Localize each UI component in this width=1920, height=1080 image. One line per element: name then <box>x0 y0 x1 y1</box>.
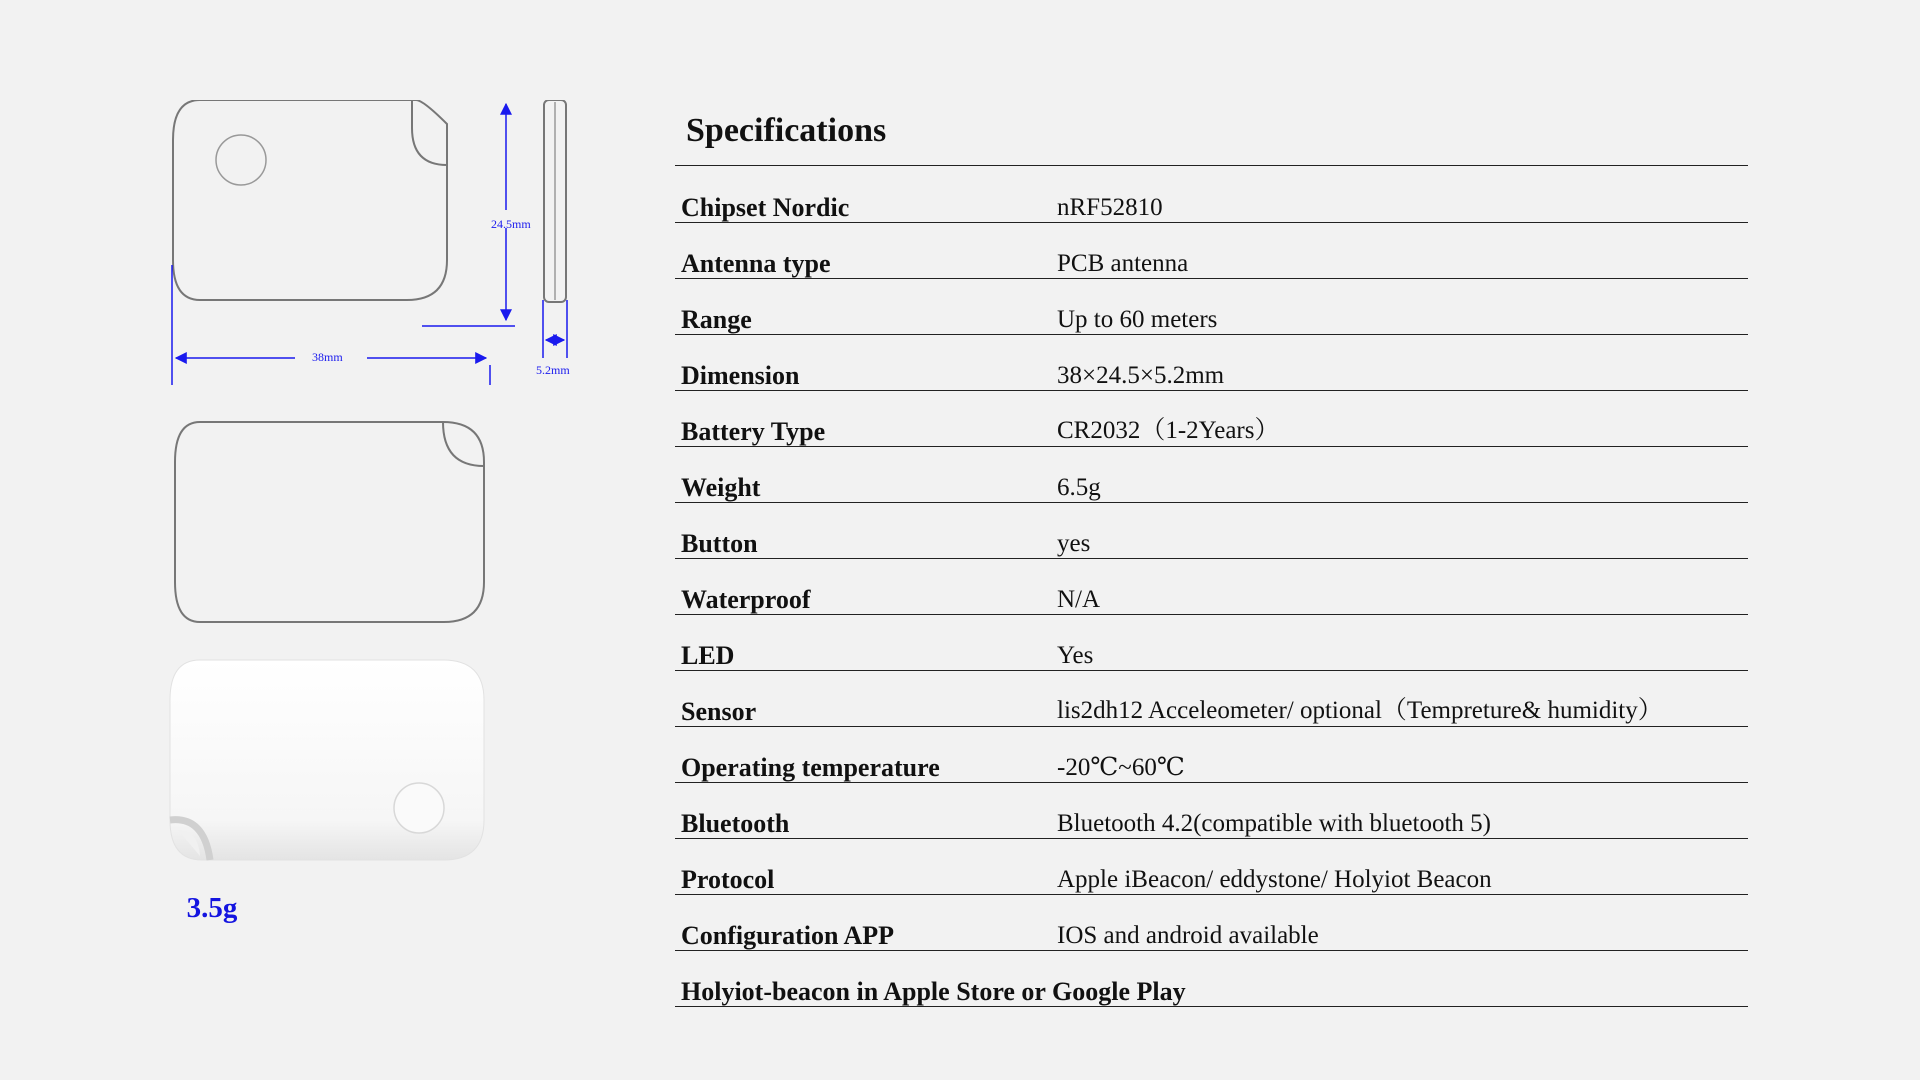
spec-row <box>675 391 1748 447</box>
spec-value: Apple iBeacon/ eddystone/ Holyiot Beacon <box>1057 866 1492 893</box>
specifications-table <box>675 105 1748 1007</box>
dimension-drawing <box>160 100 600 950</box>
spec-row <box>675 335 1748 391</box>
top-view <box>172 100 515 385</box>
spec-row <box>675 727 1748 783</box>
spec-label: Sensor <box>681 697 757 726</box>
spec-label: Waterproof <box>681 585 811 614</box>
spec-value: yes <box>1057 530 1091 557</box>
spec-row <box>675 895 1748 951</box>
side-view <box>543 100 567 358</box>
height-dimension-label: 24.5mm <box>491 217 531 231</box>
spec-row <box>675 951 1748 1007</box>
spec-row <box>675 559 1748 615</box>
spec-row <box>675 447 1748 503</box>
spec-label: Protocol <box>681 865 775 894</box>
spec-row <box>675 279 1748 335</box>
spec-value: -20℃~60℃ <box>1057 754 1185 781</box>
spec-label: Antenna type <box>681 249 831 278</box>
specifications-title: Specifications <box>675 105 1748 166</box>
spec-label: Operating temperature <box>681 753 940 782</box>
spec-row <box>675 223 1748 279</box>
spec-row <box>675 839 1748 895</box>
spec-value: lis2dh12 Acceleometer/ optional（Tempreture& humidity） <box>1057 697 1663 724</box>
spec-label: Button <box>681 529 758 558</box>
width-dimension-label: 38mm <box>312 350 343 364</box>
spec-label: Chipset Nordic <box>681 193 850 222</box>
spec-value: Yes <box>1057 642 1094 669</box>
spec-label: LED <box>681 641 735 670</box>
spec-value: CR2032（1-2Years） <box>1057 417 1280 444</box>
spec-label: Configuration APP <box>681 921 895 950</box>
product-drawings <box>160 100 600 950</box>
spec-row <box>675 166 1748 223</box>
spec-label: Range <box>681 305 752 334</box>
spec-label: Battery Type <box>681 417 826 446</box>
thickness-dimension-label: 5.2mm <box>536 363 570 377</box>
spec-label: Holyiot-beacon in Apple Store or Google Play <box>681 977 1186 1006</box>
spec-value: 6.5g <box>1057 474 1101 501</box>
spec-value: N/A <box>1057 586 1101 613</box>
spec-label: Bluetooth <box>681 809 790 838</box>
spec-label: Weight <box>681 473 761 502</box>
bottom-view <box>175 422 484 622</box>
spec-row <box>675 671 1748 727</box>
spec-value: PCB antenna <box>1057 250 1189 277</box>
product-render <box>170 660 484 860</box>
spec-value: nRF52810 <box>1057 194 1163 221</box>
spec-row <box>675 503 1748 559</box>
spec-label: Dimension <box>681 361 800 390</box>
product-weight-label: 3.5g <box>186 892 238 924</box>
spec-row <box>675 783 1748 839</box>
spec-row <box>675 615 1748 671</box>
spec-value: Bluetooth 4.2(compatible with bluetooth 5) <box>1057 810 1491 837</box>
spec-value: 38×24.5×5.2mm <box>1057 362 1225 389</box>
spec-value: Up to 60 meters <box>1057 306 1218 333</box>
spec-value: IOS and android available <box>1057 922 1319 949</box>
